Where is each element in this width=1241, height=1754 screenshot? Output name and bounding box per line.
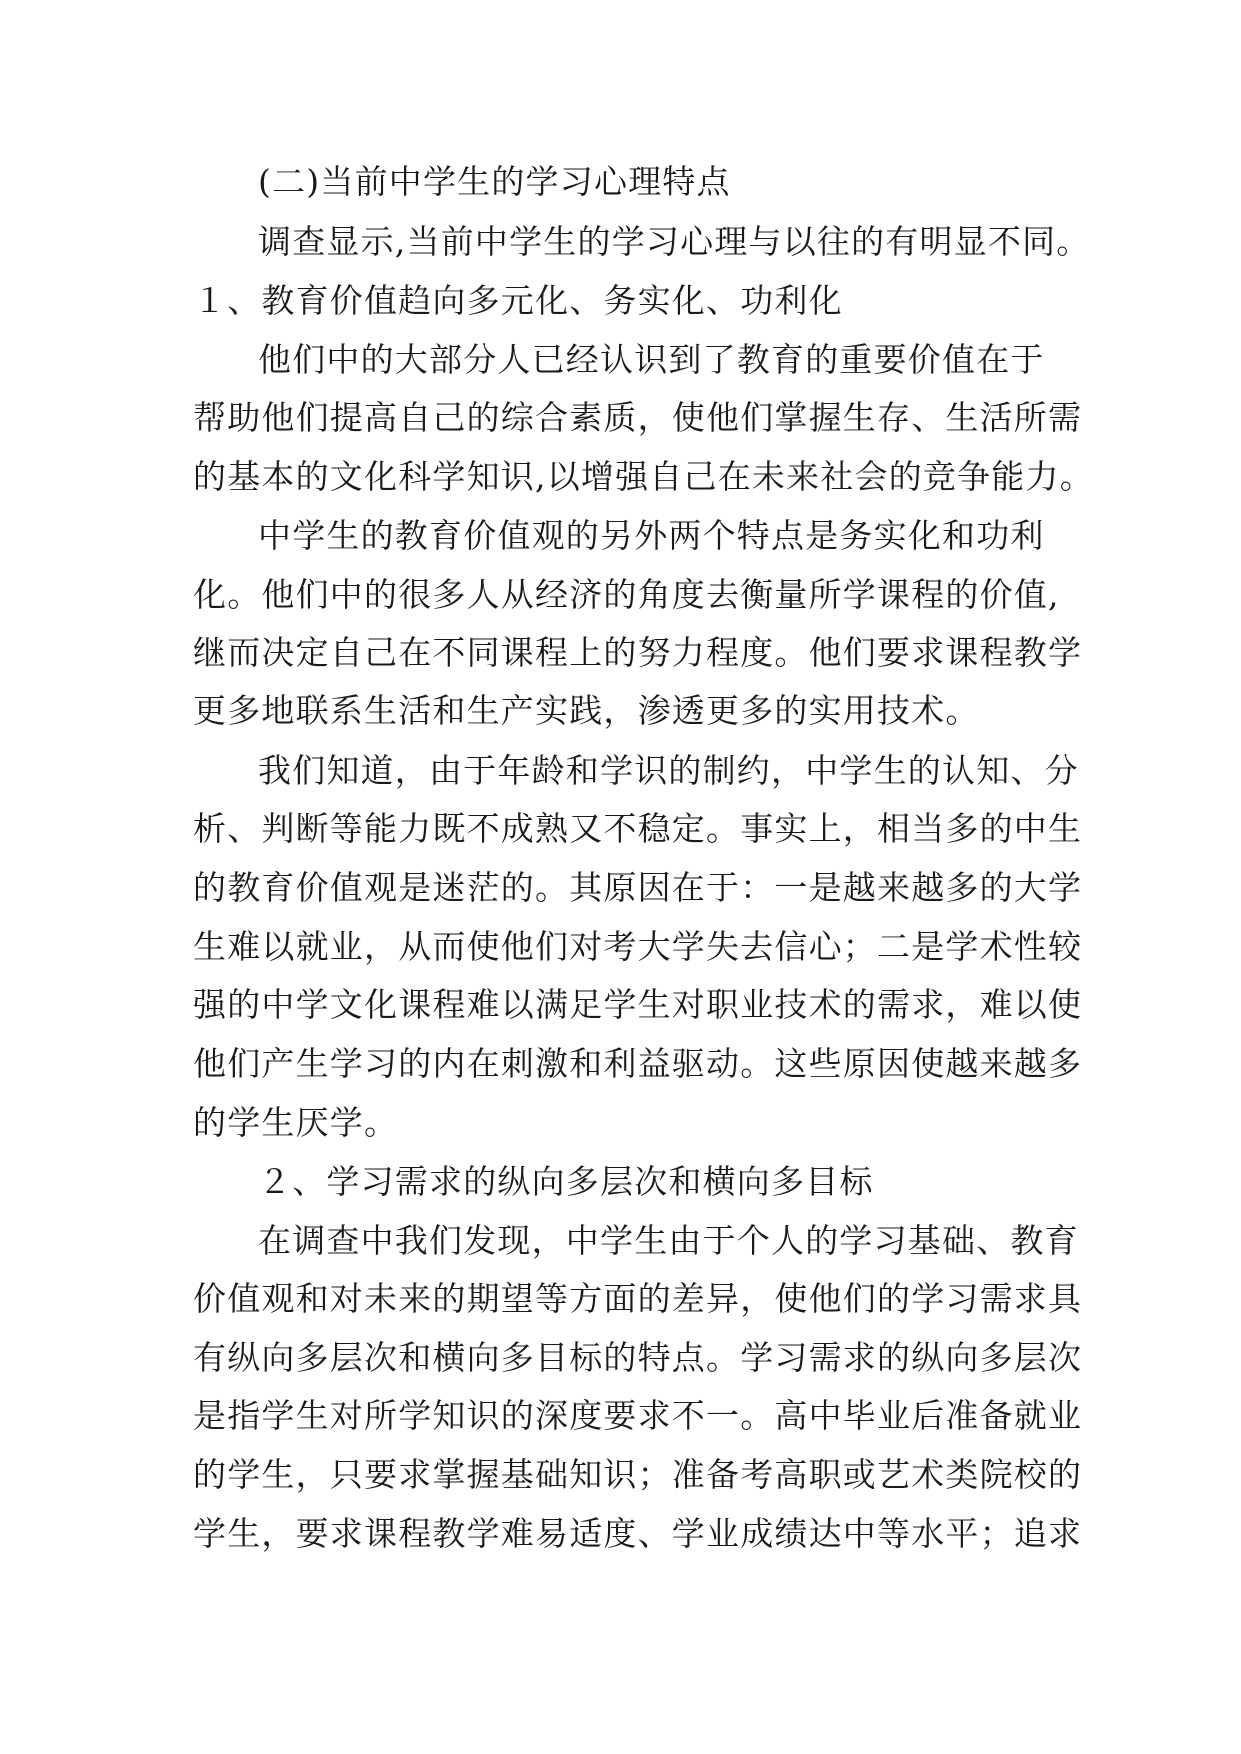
paragraph-line: 学生，要求课程教学难易适度、学业成绩达中等水平；追求 <box>193 1514 1083 1553</box>
paragraph-line: 他们产生学习的内在刺激和利益驱动。这些原因使越来越多 <box>193 1044 1083 1083</box>
paragraph-line: 生难以就业，从而使他们对考大学失去信心；二是学术性较 <box>193 927 1083 966</box>
paragraph-line: 调查显示,当前中学生的学习心理与以往的有明显不同。 <box>258 222 1091 261</box>
paragraph-line: 价值观和对未来的期望等方面的差异，使他们的学习需求具 <box>193 1279 1083 1318</box>
paragraph-line: 强的中学文化课程难以满足学生对职业技术的需求，难以使 <box>193 985 1083 1024</box>
paragraph-line: 继而决定自己在不同课程上的努力程度。他们要求课程教学 <box>193 633 1083 672</box>
paragraph-line: 在调查中我们发现，中学生由于个人的学习基础、教育 <box>258 1221 1079 1260</box>
paragraph-line: 析、判断等能力既不成熟又不稳定。事实上，相当多的中生 <box>193 809 1083 848</box>
paragraph-line: 的学生，只要求掌握基础知识；准备考高职或艺术类院校的 <box>193 1455 1083 1494</box>
paragraph-line: 中学生的教育价值观的另外两个特点是务实化和功利 <box>258 516 1045 555</box>
paragraph-line: 化。他们中的很多人从经济的角度去衡量所学课程的价值, <box>193 575 1060 614</box>
paragraph-line: 的教育价值观是迷茫的。其原因在于：一是越来越多的大学 <box>193 868 1083 907</box>
paragraph-line: 我们知道，由于年龄和学识的制约，中学生的认知、分 <box>258 751 1079 790</box>
paragraph-line: 的基本的文化科学知识,以增强自己在未来社会的竞争能力。 <box>193 457 1094 496</box>
paragraph-line: 更多地联系生活和生产实践，渗透更多的实用技术。 <box>193 691 980 730</box>
section-heading: (二)当前中学生的学习心理特点 <box>258 162 731 201</box>
subsection-heading: ２、学习需求的纵向多层次和横向多目标 <box>258 1162 874 1201</box>
paragraph-line: 的学生厌学。 <box>193 1103 399 1142</box>
paragraph-line: 有纵向多层次和横向多目标的特点。学习需求的纵向多层次 <box>193 1338 1083 1377</box>
subsection-heading: １、教育价值趋向多元化、务实化、功利化 <box>193 281 843 320</box>
paragraph-line: 帮助他们提高自己的综合素质，使他们掌握生存、生活所需 <box>193 398 1083 437</box>
paragraph-line: 他们中的大部分人已经认识到了教育的重要价值在于 <box>258 340 1045 379</box>
paragraph-line: 是指学生对所学知识的深度要求不一。高中毕业后准备就业 <box>193 1396 1083 1435</box>
